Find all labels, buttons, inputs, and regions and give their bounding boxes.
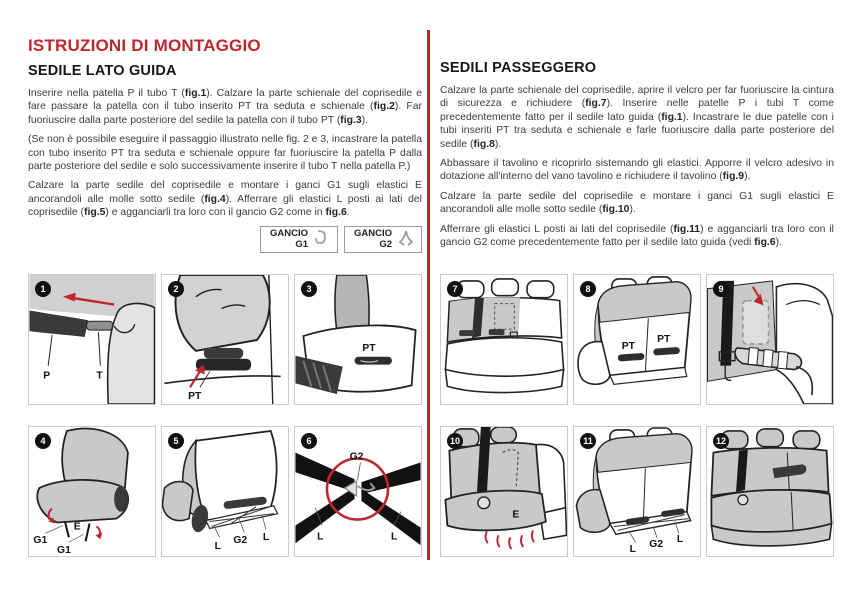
column-divider xyxy=(427,30,430,560)
figure-label: L xyxy=(390,531,398,543)
figure-number-badge: 12 xyxy=(713,433,729,449)
left-column xyxy=(28,36,422,253)
right-paragraph-2: Abbassare il tavolino e ricoprirlo sistemando gli elastici. Apporre il velcro adesivo in dotazione all'interno del vano tavolino e richiudere il tavolino (fig.9). xyxy=(440,158,834,183)
figure-label: PT xyxy=(621,340,635,352)
hook-g1-code: G1 xyxy=(295,239,308,251)
figure-number-badge: 5 xyxy=(168,433,184,449)
figure-number-badge: 1 xyxy=(35,281,51,297)
right-paragraph-1: Calzare la parte schienale del coprisedile, aprire il velcro per far fuoriuscire la cintura di sicurezza e richiudere (fig.7). Inserire nelle patelle P i tubi T come precedentemente fatto per il sedile lato guida (fig.1). Incastrare le due patelle con i tubi inseriti PT tra seduta e schienale e farle fuoriuscire dalla parte posteriore del sedile (fig.8). xyxy=(440,85,834,150)
figure-number-badge: 7 xyxy=(447,281,463,297)
figure-number-badge: 8 xyxy=(580,281,596,297)
figure-cell-3 xyxy=(294,274,422,405)
figure-number-badge: 3 xyxy=(301,281,317,297)
figure-label: L xyxy=(262,532,270,544)
figure-label: PT xyxy=(362,342,376,354)
right-section-heading: SEDILI PASSEGGERO xyxy=(440,60,597,76)
left-paragraph-1: Inserire nella patella P il tubo T (fig.1). Calzare la parte schienale del coprisedile e fare passare la patella con il tubo inserito PT tra seduta e schienale (fig.2). Far fuoriuscire dalla parte posteriore del sedile la patella con il tubo PT (fig.3). xyxy=(28,88,422,126)
left-paragraph-2: (Se non è possibile eseguire il passaggio illustrato nelle fig. 2 e 3, incastrare la patella con tubo inserito PT tra seduta e schienale oppure far fuoriuscire la patella P dalla parte posteriore del sedile e solo successivamente inserire il tubo T nella patella P.) xyxy=(28,134,422,173)
figure-label: G1 xyxy=(33,535,48,547)
figure-label: P xyxy=(43,370,51,382)
figure-cell-7 xyxy=(440,274,568,405)
figure-label: G2 xyxy=(349,451,364,463)
left-paragraph-3: Calzare la parte sedile del coprisedile e montare i ganci G1 sugli elastici E ancorandoli alle molle sotto sedile (fig.4). Afferrare gli elastici L posti ai lati del coprisedile (fig.5) e agganciarli tra loro con il gancio G2 come in fig.6. xyxy=(28,180,422,219)
figure-label: G1 xyxy=(57,545,71,556)
right-paragraph-3: Calzare la parte sedile del coprisedile e montare i ganci G1 sugli elastici E ancorandoli alle molle sotto sedile (fig.10). xyxy=(440,190,834,216)
figure-cell-4 xyxy=(28,426,156,557)
right-figure-grid xyxy=(440,274,834,557)
figure-number-badge: 10 xyxy=(447,433,463,449)
figure-cell-11 xyxy=(573,426,701,557)
figure-label: L xyxy=(676,534,684,546)
page-title: ISTRUZIONI DI MONTAGGIO xyxy=(28,36,261,55)
figure-label: PT xyxy=(657,333,671,345)
hook-box-g1 xyxy=(260,226,338,253)
figure-number-badge: 6 xyxy=(301,433,317,449)
hook-g1-label: GANCIO xyxy=(270,228,308,240)
figure-number-badge: 4 xyxy=(35,433,51,449)
figure-label: PT xyxy=(188,391,202,403)
hook-box-g2 xyxy=(344,226,422,253)
figure-number-badge: 9 xyxy=(713,281,729,297)
figure-label: L xyxy=(214,541,221,553)
figure-number-badge: 11 xyxy=(580,433,596,449)
hook-g2-icon xyxy=(397,228,414,250)
hook-g1-icon xyxy=(313,228,330,250)
right-column xyxy=(440,60,834,255)
figure-cell-6 xyxy=(294,426,422,557)
figure-label: L xyxy=(629,544,636,556)
hook-legend xyxy=(28,226,422,253)
figure-label: G2 xyxy=(649,539,664,551)
figure-label: L xyxy=(317,531,324,543)
figure-cell-9 xyxy=(706,274,834,405)
figure-cell-8 xyxy=(573,274,701,405)
right-paragraph-4: Afferrare gli elastici L posti ai lati del coprisedile (fig.11) e agganciarli tra loro con il gancio G2 come precedentemente fatto per il sedile lato guida (vedi fig.6). xyxy=(440,223,834,249)
figure-label: E xyxy=(512,509,520,521)
figure-label: E xyxy=(73,521,81,533)
figure-cell-10 xyxy=(440,426,568,557)
figure-cell-12 xyxy=(706,426,834,557)
hook-g2-label: GANCIO xyxy=(354,228,392,240)
left-figure-grid xyxy=(28,274,422,557)
figure-cell-1 xyxy=(28,274,156,405)
figure-cell-2 xyxy=(161,274,289,405)
figure-label: T xyxy=(96,370,103,382)
left-section-heading: SEDILE LATO GUIDA xyxy=(28,63,177,79)
figure-label: G2 xyxy=(233,535,248,547)
figure-number-badge: 2 xyxy=(168,281,184,297)
hook-g2-code: G2 xyxy=(379,239,392,251)
figure-cell-5 xyxy=(161,426,289,557)
